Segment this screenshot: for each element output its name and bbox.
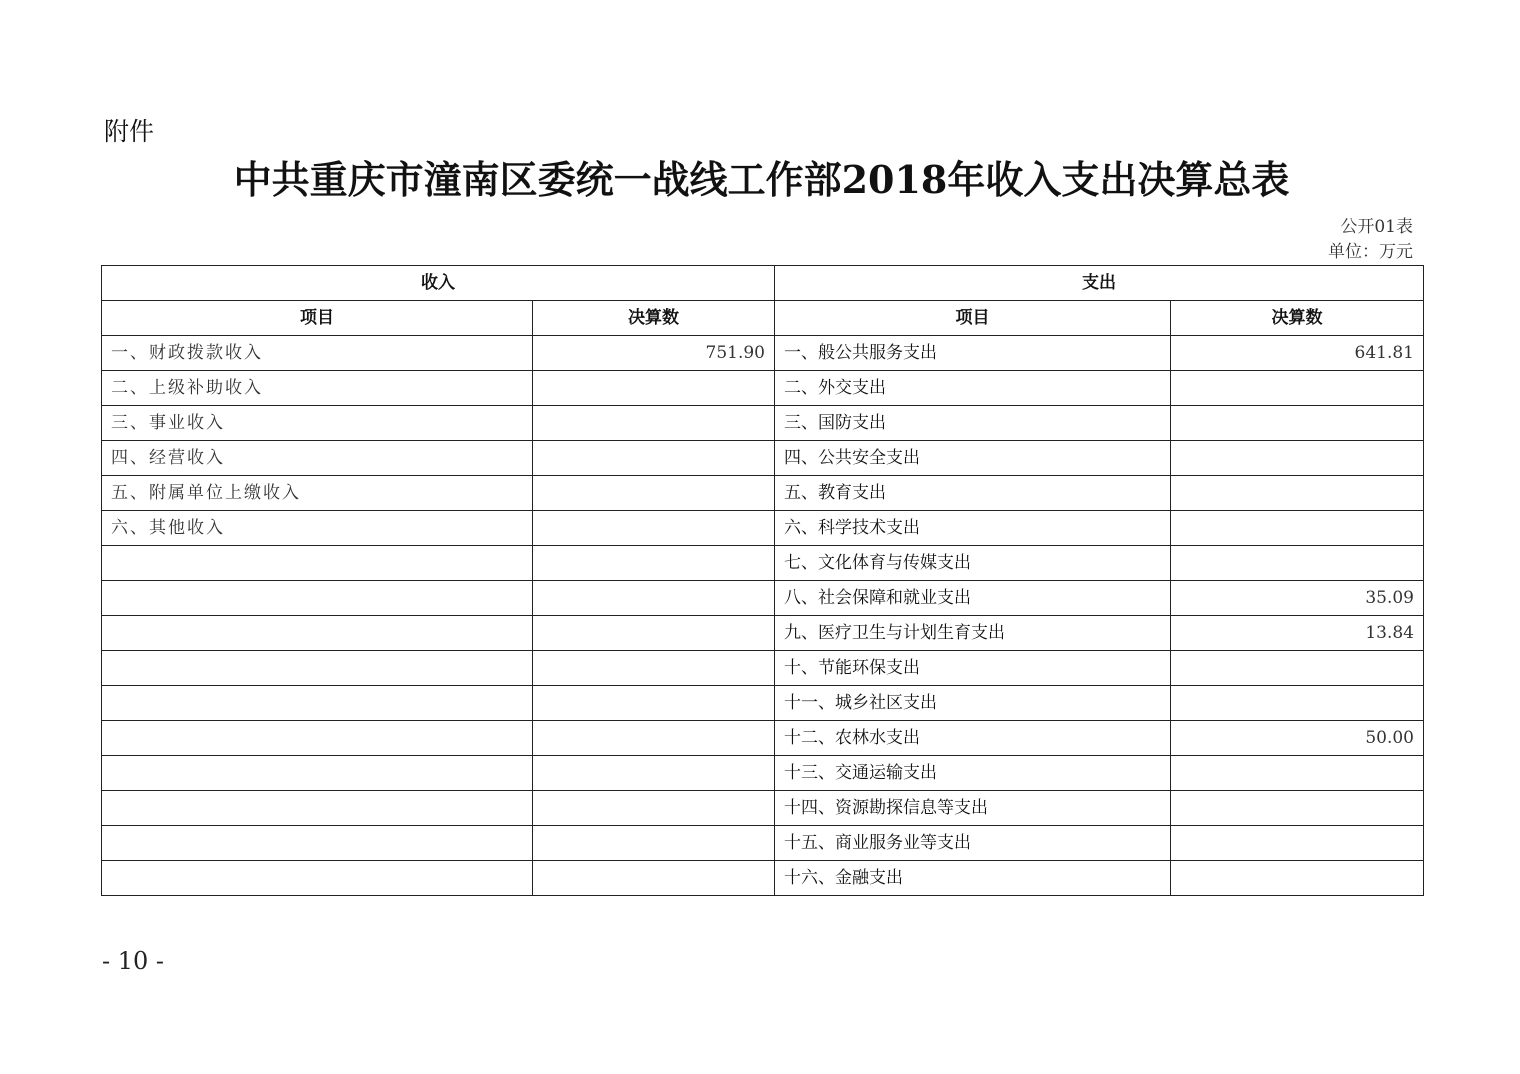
income-amount-cell	[533, 756, 775, 791]
expense-group-header: 支出	[775, 266, 1424, 301]
income-item-cell: 六、其他收入	[102, 511, 533, 546]
expense-item-cell: 十五、商业服务业等支出	[775, 826, 1171, 861]
income-item-cell	[102, 651, 533, 686]
expense-item-cell: 十四、资源勘探信息等支出	[775, 791, 1171, 826]
expense-item-cell: 十二、农林水支出	[775, 721, 1171, 756]
table-row	[102, 826, 1424, 861]
table-row	[102, 756, 1424, 791]
income-amount-cell	[533, 861, 775, 896]
page-number: - 10 -	[102, 947, 165, 975]
budget-summary-table	[101, 265, 1424, 896]
form-code: 公开01表	[1340, 217, 1413, 237]
income-item-cell: 二、上级补助收入	[102, 371, 533, 406]
income-item-column-header: 项目	[102, 301, 533, 336]
expense-amount-cell	[1171, 371, 1424, 406]
table-row	[102, 441, 1424, 476]
income-item-cell: 一、财政拨款收入	[102, 336, 533, 371]
income-amount-cell	[533, 441, 775, 476]
income-item-cell	[102, 861, 533, 896]
table-body	[102, 336, 1424, 896]
income-amount-cell	[533, 546, 775, 581]
expense-item-cell: 十三、交通运输支出	[775, 756, 1171, 791]
income-item-cell	[102, 616, 533, 651]
expense-amount-cell	[1171, 686, 1424, 721]
table-row	[102, 336, 1424, 371]
table-row	[102, 511, 1424, 546]
income-amount-cell	[533, 826, 775, 861]
expense-item-cell: 五、教育支出	[775, 476, 1171, 511]
table-column-header-row	[102, 301, 1424, 336]
income-item-cell	[102, 756, 533, 791]
expense-amount-cell	[1171, 546, 1424, 581]
expense-item-cell: 三、国防支出	[775, 406, 1171, 441]
table-row	[102, 406, 1424, 441]
income-amount-cell	[533, 686, 775, 721]
expense-amount-cell: 35.09	[1171, 581, 1424, 616]
expense-item-cell: 十、节能环保支出	[775, 651, 1171, 686]
income-amount-column-header: 决算数	[533, 301, 775, 336]
table-row	[102, 721, 1424, 756]
expense-item-column-header: 项目	[775, 301, 1171, 336]
table-row	[102, 581, 1424, 616]
income-group-header: 收入	[102, 266, 775, 301]
income-amount-cell	[533, 651, 775, 686]
expense-amount-cell	[1171, 826, 1424, 861]
expense-item-cell: 十六、金融支出	[775, 861, 1171, 896]
expense-amount-cell	[1171, 651, 1424, 686]
income-amount-cell	[533, 616, 775, 651]
income-amount-cell: 751.90	[533, 336, 775, 371]
expense-item-cell: 七、文化体育与传媒支出	[775, 546, 1171, 581]
expense-amount-cell: 50.00	[1171, 721, 1424, 756]
table-row	[102, 371, 1424, 406]
table-row	[102, 476, 1424, 511]
income-amount-cell	[533, 581, 775, 616]
expense-item-cell: 八、社会保障和就业支出	[775, 581, 1171, 616]
expense-amount-cell	[1171, 861, 1424, 896]
income-item-cell: 四、经营收入	[102, 441, 533, 476]
income-amount-cell	[533, 371, 775, 406]
expense-amount-cell	[1171, 441, 1424, 476]
income-item-cell: 五、附属单位上缴收入	[102, 476, 533, 511]
unit-label: 单位：万元	[1328, 242, 1413, 262]
expense-item-cell: 二、外交支出	[775, 371, 1171, 406]
income-item-cell	[102, 546, 533, 581]
expense-item-cell: 十一、城乡社区支出	[775, 686, 1171, 721]
expense-item-cell: 九、医疗卫生与计划生育支出	[775, 616, 1171, 651]
attachment-label: 附件	[104, 117, 155, 146]
income-item-cell	[102, 581, 533, 616]
table-group-header-row	[102, 266, 1424, 301]
expense-amount-cell: 13.84	[1171, 616, 1424, 651]
expense-amount-cell	[1171, 406, 1424, 441]
income-item-cell	[102, 791, 533, 826]
page-title: 中共重庆市潼南区委统一战线工作部2018年收入支出决算总表	[233, 157, 1290, 202]
expense-item-cell: 四、公共安全支出	[775, 441, 1171, 476]
income-item-cell	[102, 686, 533, 721]
income-item-cell	[102, 721, 533, 756]
expense-amount-cell	[1171, 791, 1424, 826]
income-item-cell: 三、事业收入	[102, 406, 533, 441]
income-amount-cell	[533, 791, 775, 826]
table-row	[102, 791, 1424, 826]
expense-amount-cell	[1171, 756, 1424, 791]
table-row	[102, 616, 1424, 651]
income-amount-cell	[533, 406, 775, 441]
table-row	[102, 546, 1424, 581]
table-row	[102, 686, 1424, 721]
table-row	[102, 861, 1424, 896]
expense-amount-column-header: 决算数	[1171, 301, 1424, 336]
table-row	[102, 651, 1424, 686]
expense-amount-cell	[1171, 511, 1424, 546]
expense-amount-cell	[1171, 476, 1424, 511]
income-amount-cell	[533, 511, 775, 546]
income-amount-cell	[533, 721, 775, 756]
income-item-cell	[102, 826, 533, 861]
expense-item-cell: 一、般公共服务支出	[775, 336, 1171, 371]
expense-amount-cell: 641.81	[1171, 336, 1424, 371]
income-amount-cell	[533, 476, 775, 511]
expense-item-cell: 六、科学技术支出	[775, 511, 1171, 546]
